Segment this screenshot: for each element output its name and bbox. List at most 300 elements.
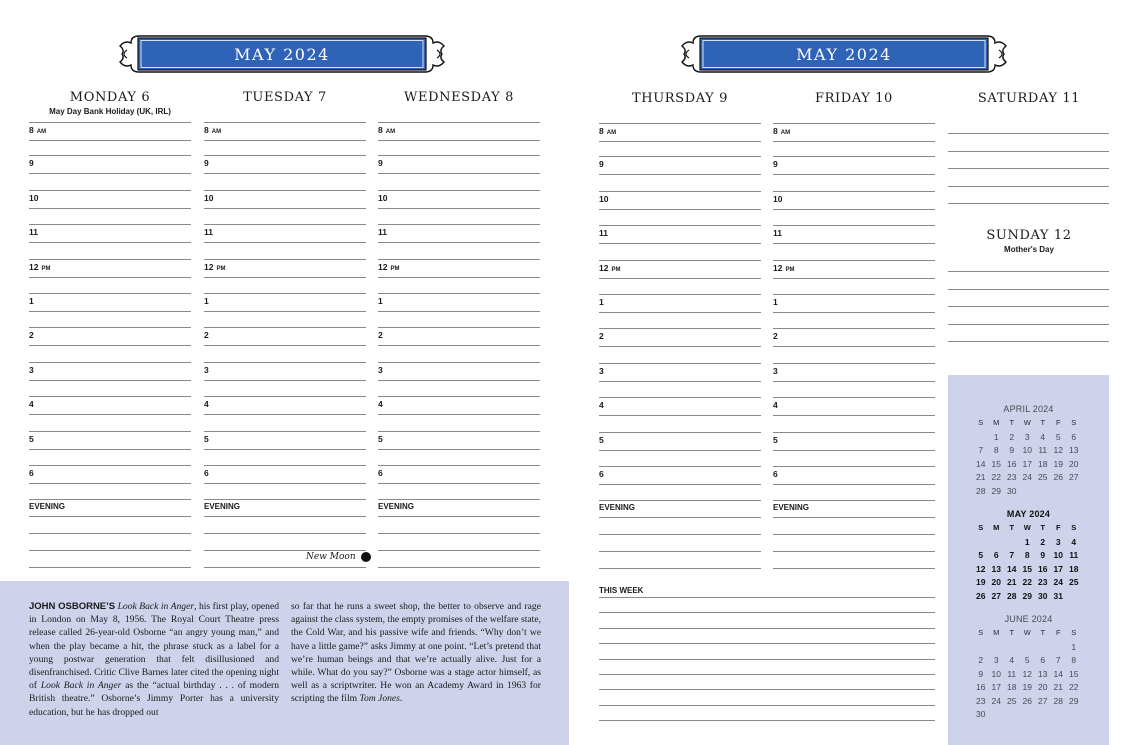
evening-thursday[interactable] (599, 503, 761, 585)
hour-label (599, 159, 604, 169)
calendar-day: 27 (1038, 695, 1048, 706)
calendar-day (973, 642, 989, 656)
hour-slot[interactable] (29, 466, 191, 500)
hour-slot[interactable] (378, 397, 540, 431)
hour-slot[interactable] (29, 122, 191, 156)
calendar-day: 15 (991, 458, 1001, 469)
calendar-day: 26 (1053, 472, 1063, 482)
hour-suffix: PM (785, 266, 795, 273)
hour-number: 10 (773, 193, 783, 204)
hour-slot[interactable] (378, 225, 540, 259)
calendar-day (973, 537, 989, 551)
hour-label (378, 365, 383, 375)
this-week-label: THIS WEEK (599, 586, 644, 595)
hour-slot[interactable] (378, 122, 540, 156)
hour-slot[interactable] (378, 294, 540, 328)
calendar-day (989, 642, 1005, 656)
calendar-day: 31 (1053, 590, 1063, 601)
weekday-header: F (1055, 418, 1061, 427)
calendar-day: 28 (1053, 695, 1063, 706)
evening-label: EVENING (599, 503, 636, 512)
hour-label (599, 228, 608, 238)
calendar-day: 30 (1007, 485, 1017, 496)
day-name: WEDNESDAY 8 (404, 90, 514, 105)
hour-slot[interactable] (599, 329, 761, 363)
hour-slot[interactable] (204, 466, 366, 500)
hour-label (773, 331, 778, 341)
hour-slot[interactable] (204, 260, 366, 294)
calendar-day: 10 (1053, 550, 1063, 560)
calendar-day: 8 (1071, 655, 1077, 665)
hour-label (773, 366, 778, 376)
article-text-1 (29, 601, 279, 718)
hour-label (204, 434, 209, 444)
hour-number: 3 (599, 365, 604, 376)
calendar-day: 29 (1069, 695, 1079, 706)
hour-slot[interactable] (29, 225, 191, 259)
hour-number: 1 (773, 296, 778, 307)
hour-slot[interactable] (773, 329, 935, 363)
calendar-day: 2 (978, 655, 984, 665)
right-page (570, 0, 1139, 745)
calendar-day: 13 (1069, 445, 1079, 455)
hour-slot[interactable] (204, 294, 366, 328)
this-week-notes[interactable] (599, 586, 935, 736)
hour-number: 1 (204, 295, 209, 306)
hour-slot[interactable] (29, 156, 191, 190)
hour-slot[interactable] (204, 191, 366, 225)
hour-slot[interactable] (773, 123, 935, 157)
calendar-day: 17 (1053, 563, 1063, 574)
weekday-header: T (1040, 523, 1046, 532)
hour-slot[interactable] (29, 397, 191, 431)
hour-column-friday[interactable] (773, 123, 935, 501)
hour-slot[interactable] (204, 328, 366, 362)
hour-label (29, 399, 34, 409)
weekday-header: W (1023, 628, 1031, 637)
hour-number: 5 (204, 433, 209, 444)
hour-slot[interactable] (599, 123, 761, 157)
hour-slot[interactable] (378, 363, 540, 397)
calendar-day: 6 (993, 550, 999, 560)
mini-calendar-title: MAY 2024 (1006, 509, 1051, 519)
evening-wednesday[interactable] (378, 502, 540, 584)
calendar-day: 23 (1007, 472, 1017, 482)
calendar-day: 15 (1022, 563, 1032, 574)
weekday-header: S (978, 418, 984, 427)
article-column-2 (291, 600, 541, 706)
hour-number: 11 (29, 227, 38, 238)
hour-slot[interactable] (29, 191, 191, 225)
hour-slot[interactable] (773, 364, 935, 398)
hour-label (599, 366, 604, 376)
mini-calendars-panel (948, 375, 1109, 745)
weekday-header: F (1055, 628, 1061, 637)
hour-label (29, 468, 34, 478)
hour-number: 5 (29, 433, 34, 444)
hour-number: 10 (378, 192, 388, 203)
day-name: SATURDAY 11 (977, 91, 1081, 106)
hour-label (773, 263, 794, 273)
hour-number: 4 (204, 399, 209, 410)
weekday-header: T (1009, 523, 1015, 532)
calendar-day: 12 (1053, 445, 1063, 455)
hour-slot[interactable] (599, 192, 761, 226)
hour-label (204, 125, 221, 135)
weekday-header: M (993, 628, 1000, 637)
hour-slot[interactable] (599, 364, 761, 398)
hour-label (599, 469, 604, 479)
hour-number: 5 (599, 434, 604, 445)
evening-tuesday[interactable] (204, 502, 366, 584)
hour-number: 12 (599, 262, 609, 273)
day-heading-monday (29, 90, 191, 116)
hour-label (204, 262, 225, 272)
hour-slot[interactable] (204, 225, 366, 259)
hour-slot[interactable] (773, 295, 935, 329)
mini-calendar-title: JUNE 2024 (1004, 614, 1053, 624)
hour-slot[interactable] (378, 466, 540, 500)
hour-number: 9 (204, 158, 209, 169)
holiday-note: Mother's Day (1004, 245, 1054, 254)
hour-label (204, 399, 209, 409)
hour-slot[interactable] (29, 432, 191, 466)
hour-slot[interactable] (29, 294, 191, 328)
article-panel (0, 581, 569, 745)
hour-label (29, 262, 50, 272)
calendar-day (1035, 642, 1051, 656)
evening-label: EVENING (773, 503, 810, 512)
hour-slot[interactable] (204, 122, 366, 156)
weekday-header: F (1055, 523, 1061, 532)
hour-number: 6 (773, 468, 778, 479)
calendar-day (1051, 642, 1067, 656)
weekday-header: T (1040, 628, 1046, 637)
calendar-day: 19 (1053, 458, 1063, 469)
hour-label (204, 296, 209, 306)
hour-column-tuesday[interactable] (204, 122, 366, 500)
hour-slot[interactable] (29, 363, 191, 397)
hour-label (29, 227, 38, 237)
hour-number: 9 (599, 159, 604, 170)
mini-calendar-june (948, 614, 1109, 723)
hour-number: 8 (378, 125, 383, 135)
hour-number: 6 (29, 467, 34, 478)
holiday-note: May Day Bank Holiday (UK, IRL) (49, 107, 171, 116)
calendar-day: 29 (1022, 590, 1032, 601)
hour-number: 8 (29, 125, 34, 135)
hour-label (378, 296, 383, 306)
hour-number: 4 (378, 399, 383, 410)
hour-slot[interactable] (204, 397, 366, 431)
hour-label (773, 400, 778, 410)
hour-slot[interactable] (599, 261, 761, 295)
calendar-day: 9 (1009, 445, 1015, 455)
calendar-day: 19 (1022, 682, 1032, 692)
moon-phase-label: New Moon (306, 552, 356, 562)
hour-slot[interactable] (599, 157, 761, 191)
calendar-day: 17 (991, 682, 1001, 692)
weekday-header: S (978, 628, 984, 637)
calendar-day: 2 (1040, 536, 1046, 547)
hour-suffix: PM (611, 266, 621, 273)
calendar-day: 29 (991, 485, 1001, 496)
hour-label (29, 434, 34, 444)
hour-number: 10 (29, 192, 39, 203)
hour-slot[interactable] (599, 226, 761, 260)
hour-slot[interactable] (773, 261, 935, 295)
hour-number: 9 (29, 158, 34, 169)
hour-number: 8 (599, 126, 604, 136)
hour-number: 3 (378, 364, 383, 375)
calendar-day: 9 (978, 668, 984, 679)
hour-label (378, 227, 387, 237)
calendar-day: 11 (1007, 668, 1017, 679)
calendar-day: 4 (1009, 655, 1015, 665)
calendar-day: 20 (991, 577, 1001, 587)
day-name: MONDAY 6 (69, 90, 151, 105)
hour-label (599, 263, 620, 273)
hour-label (29, 365, 34, 375)
hour-number: 5 (378, 433, 383, 444)
calendar-day: 4 (1071, 536, 1077, 547)
calendar-day: 18 (1038, 458, 1048, 469)
hour-slot[interactable] (378, 432, 540, 466)
hour-label (378, 262, 399, 272)
weekday-header: T (1009, 418, 1015, 427)
mini-calendar-grid (973, 523, 1109, 604)
calendar-day: 23 (976, 695, 986, 706)
article-text-run: , his first play, opened in London on May 8, 1956. The Royal Court Theatre press release called 26-year-old Osborne “an angry young man,” and when the play became a hit, the phrase stuck as a label for a young postwar generation that felt disillusioned and disenfranchised. Critic Clive Barnes later cited the opening night of (29, 601, 280, 692)
hour-slot[interactable] (378, 156, 540, 190)
calendar-day: 6 (1040, 655, 1046, 665)
hour-slot[interactable] (773, 398, 935, 432)
hour-label (378, 125, 395, 135)
hour-slot[interactable] (378, 328, 540, 362)
calendar-day (1004, 642, 1020, 656)
article-text-run: . (399, 693, 403, 705)
weekday-header: S (1071, 523, 1077, 532)
day-heading-friday (773, 91, 935, 106)
calendar-day: 1 (993, 431, 999, 442)
hour-label (599, 435, 604, 445)
hour-label (773, 469, 778, 479)
article-text-run: as the “actual birthday . . . of modern British theatre.” Osborne’s Jimmy Porter has a university education, but he has dropped out (29, 680, 279, 718)
calendar-day: 18 (1069, 563, 1079, 574)
calendar-day: 3 (1055, 536, 1061, 547)
hour-label (599, 297, 604, 307)
calendar-day: 20 (1069, 458, 1079, 469)
calendar-day: 15 (1069, 668, 1079, 679)
calendar-day: 11 (1038, 445, 1048, 455)
day-heading-thursday (599, 91, 761, 106)
hour-number: 8 (773, 126, 778, 136)
month-banner (117, 28, 447, 80)
hour-suffix: AM (385, 129, 396, 135)
hour-number: 11 (204, 227, 213, 238)
month-title: MAY 2024 (796, 44, 892, 64)
calendar-day: 23 (1038, 577, 1048, 587)
calendar-day: 24 (1022, 472, 1032, 482)
calendar-day: 7 (1055, 655, 1061, 665)
calendar-day: 26 (1022, 695, 1032, 706)
hour-label (29, 125, 46, 135)
calendar-day: 8 (993, 445, 999, 455)
hour-number: 2 (599, 331, 604, 342)
hour-slot[interactable] (599, 398, 761, 432)
calendar-day: 14 (1007, 563, 1017, 574)
hour-label (378, 330, 383, 340)
hour-number: 12 (204, 261, 214, 272)
article-text-run: so far that he runs a sweet shop, the better to observe and rage against the class system, the empty promises of the welfare state, the Cold War, and his passive wife and friends. “Why don’t we have a little game?” asks Jimmy at one point. “Let’s pretend that we’re human beings and that we’re actually alive. Just for a while. What do you say?” Osborne was a stage actor himself, as well as a scriptwriter. He won an Academy Award in 1963 for scripting the film (291, 601, 541, 705)
calendar-day: 27 (1069, 472, 1079, 482)
hour-number: 4 (599, 400, 604, 411)
hour-slot[interactable] (204, 363, 366, 397)
hour-slot[interactable] (204, 432, 366, 466)
hour-label (29, 158, 34, 168)
calendar-day: 19 (976, 577, 986, 587)
calendar-day: 22 (991, 472, 1001, 482)
hour-slot[interactable] (599, 295, 761, 329)
hour-number: 6 (204, 467, 209, 478)
hour-label (378, 434, 383, 444)
calendar-day: 8 (1024, 550, 1030, 560)
hour-label (29, 193, 38, 203)
hour-suffix: PM (41, 265, 51, 272)
hour-column-wednesday[interactable] (378, 122, 540, 500)
hour-slot[interactable] (378, 260, 540, 294)
calendar-day: 28 (976, 485, 986, 496)
hour-number: 1 (599, 296, 604, 307)
hour-label (773, 297, 778, 307)
hour-label (204, 330, 209, 340)
hour-slot[interactable] (773, 192, 935, 226)
calendar-day (1004, 537, 1020, 551)
hour-slot[interactable] (204, 156, 366, 190)
hour-slot[interactable] (378, 191, 540, 225)
day-heading-tuesday (204, 90, 366, 105)
hour-label (599, 400, 604, 410)
hour-suffix: AM (606, 130, 617, 136)
calendar-day: 21 (976, 472, 986, 482)
mini-calendar-grid (973, 418, 1109, 499)
calendar-day (1020, 642, 1036, 656)
hour-number: 2 (773, 331, 778, 342)
hour-slot[interactable] (773, 467, 935, 501)
hour-number: 6 (599, 468, 604, 479)
hour-slot[interactable] (773, 157, 935, 191)
hour-column-monday[interactable] (29, 122, 191, 500)
evening-monday[interactable] (29, 502, 191, 584)
hour-slot[interactable] (29, 328, 191, 362)
hour-column-thursday[interactable] (599, 123, 761, 501)
hour-number: 4 (773, 400, 778, 411)
calendar-day: 7 (978, 445, 984, 455)
calendar-day: 28 (1007, 590, 1017, 601)
weekday-header: S (1071, 418, 1077, 427)
hour-number: 12 (773, 262, 783, 273)
calendar-day: 11 (1069, 550, 1079, 560)
hour-slot[interactable] (773, 226, 935, 260)
hour-slot[interactable] (599, 467, 761, 501)
sunday-lines[interactable] (948, 271, 1109, 359)
hour-suffix: AM (36, 129, 47, 135)
hour-number: 12 (378, 261, 388, 272)
calendar-day: 9 (1040, 550, 1046, 560)
calendar-day: 21 (1053, 682, 1063, 692)
hour-number: 1 (378, 295, 383, 306)
day-heading-sunday (948, 228, 1110, 254)
calendar-day: 5 (978, 550, 984, 560)
hour-slot[interactable] (29, 260, 191, 294)
calendar-day: 3 (1024, 431, 1030, 442)
hour-number: 9 (773, 159, 778, 170)
calendar-day: 20 (1038, 682, 1048, 692)
hour-slot[interactable] (599, 433, 761, 467)
hour-number: 10 (599, 193, 609, 204)
hour-number: 2 (378, 330, 383, 341)
calendar-day: 16 (976, 682, 986, 692)
calendar-day: 18 (1007, 682, 1017, 692)
calendar-day: 5 (1055, 431, 1061, 442)
evening-friday[interactable] (773, 503, 935, 585)
hour-label (773, 126, 790, 136)
hour-number: 11 (599, 228, 608, 239)
moon-phase (306, 552, 371, 562)
hour-slot[interactable] (773, 433, 935, 467)
calendar-day: 21 (1007, 577, 1017, 587)
calendar-day (973, 432, 989, 446)
mini-calendar-may (948, 509, 1109, 604)
hour-label (204, 193, 213, 203)
hour-number: 2 (29, 330, 34, 341)
calendar-day: 13 (1038, 668, 1048, 679)
evening-label: EVENING (378, 502, 415, 511)
calendar-day: 14 (976, 458, 986, 469)
article-title-italic: Look Back in Anger (40, 680, 122, 692)
calendar-day: 1 (1071, 641, 1077, 652)
day-name: FRIDAY 10 (815, 91, 893, 106)
calendar-day: 25 (1007, 695, 1017, 706)
hour-number: 1 (29, 295, 34, 306)
hour-suffix: AM (211, 129, 222, 135)
hour-number: 2 (204, 330, 209, 341)
day-heading-saturday (948, 91, 1110, 106)
calendar-day: 10 (991, 668, 1001, 679)
calendar-day: 7 (1009, 550, 1015, 560)
weekday-header: S (1071, 628, 1077, 637)
evening-label: EVENING (204, 502, 241, 511)
day-name: THURSDAY 9 (632, 91, 728, 106)
calendar-day: 25 (1038, 472, 1048, 482)
calendar-day: 30 (1038, 590, 1048, 601)
weekday-header: S (978, 523, 984, 532)
calendar-day: 24 (991, 695, 1001, 706)
saturday-lines[interactable] (948, 133, 1109, 221)
calendar-day: 3 (993, 655, 999, 665)
hour-number: 3 (29, 364, 34, 375)
hour-label (599, 126, 616, 136)
hour-label (204, 227, 213, 237)
hour-label (378, 399, 383, 409)
hour-suffix: PM (216, 265, 226, 272)
article-title-italic: Tom Jones (359, 693, 400, 705)
weekday-header: T (1040, 418, 1046, 427)
hour-label (378, 193, 387, 203)
hour-label (599, 331, 604, 341)
weekday-header: M (993, 523, 1000, 532)
hour-label (773, 194, 782, 204)
